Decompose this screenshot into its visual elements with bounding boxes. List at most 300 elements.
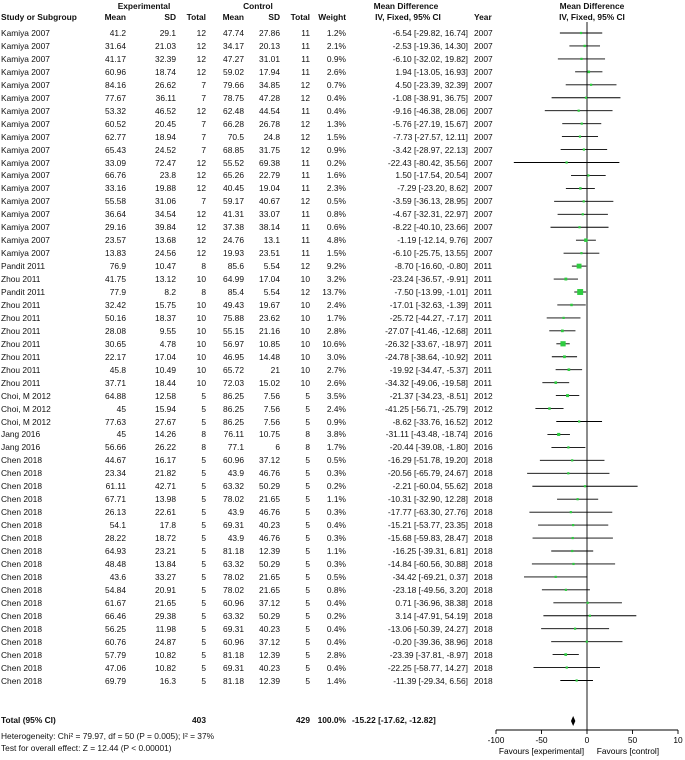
cell-name: Kamiya 2007 bbox=[1, 170, 50, 181]
cell-sd2: 40.23 bbox=[259, 623, 280, 634]
cell-m2: 64.99 bbox=[223, 274, 244, 285]
col-control-header: Control bbox=[243, 1, 273, 11]
cell-name: Chen 2018 bbox=[1, 520, 42, 531]
total-n-experimental: 403 bbox=[192, 715, 206, 725]
cell-sd2: 5.54 bbox=[263, 261, 280, 272]
cell-n1: 12 bbox=[196, 105, 206, 116]
cell-m1: 23.57 bbox=[105, 235, 126, 246]
cell-year: 2016 bbox=[474, 429, 493, 440]
effect-square bbox=[566, 666, 568, 668]
cell-ci: -41.25 [-56.71, -25.79] bbox=[385, 403, 468, 414]
cell-sd2: 15.02 bbox=[259, 377, 280, 388]
cell-w: 3.5% bbox=[326, 390, 346, 401]
col-experimental-header: Experimental bbox=[117, 1, 171, 11]
cell-n2: 11 bbox=[301, 170, 310, 181]
cell-w: 3.8% bbox=[326, 429, 346, 440]
cell-m1: 29.16 bbox=[105, 222, 126, 233]
effect-square bbox=[580, 32, 582, 34]
effect-square bbox=[548, 407, 550, 409]
cell-year: 2011 bbox=[474, 364, 493, 375]
cell-year: 2011 bbox=[474, 351, 493, 362]
cell-sd1: 15.94 bbox=[155, 403, 176, 414]
cell-n1: 5 bbox=[201, 507, 206, 518]
cell-sd2: 21 bbox=[270, 364, 280, 375]
cell-m2: 59.02 bbox=[223, 66, 244, 77]
cell-ci: -15.68 [-59.83, 28.47] bbox=[387, 533, 468, 544]
cell-ci: -7.29 [-23.20, 8.62] bbox=[397, 183, 468, 194]
cell-sd1: 21.65 bbox=[155, 597, 176, 608]
cell-m2: 86.25 bbox=[223, 390, 244, 401]
cell-n2: 10 bbox=[300, 338, 310, 349]
cell-w: 0.3% bbox=[326, 468, 346, 479]
cell-n1: 7 bbox=[201, 118, 206, 129]
cell-name: Kamiya 2007 bbox=[1, 209, 50, 220]
cell-w: 2.4% bbox=[326, 403, 346, 414]
cell-ci: -3.59 [-36.13, 28.95] bbox=[392, 196, 468, 207]
cell-m1: 22.17 bbox=[105, 351, 126, 362]
cell-year: 2012 bbox=[474, 403, 493, 414]
cell-ci: -10.31 [-32.90, 12.28] bbox=[387, 494, 468, 505]
cell-m1: 28.22 bbox=[105, 533, 126, 544]
overall-effect-text: Test for overall effect: Z = 12.44 (P < 0.00001) bbox=[1, 743, 172, 753]
cell-year: 2007 bbox=[474, 248, 493, 259]
cell-sd2: 12.39 bbox=[259, 546, 280, 556]
cell-n1: 5 bbox=[201, 520, 206, 531]
cell-n1: 5 bbox=[201, 662, 206, 673]
cell-m2: 34.17 bbox=[223, 40, 244, 51]
cell-name: Chen 2018 bbox=[1, 558, 42, 569]
cell-m2: 43.9 bbox=[227, 507, 244, 518]
cell-sd1: 18.44 bbox=[155, 377, 176, 388]
cell-w: 1.5% bbox=[326, 248, 346, 259]
cell-year: 2007 bbox=[474, 235, 493, 246]
cell-year: 2012 bbox=[474, 416, 493, 427]
cell-sd2: 12.39 bbox=[259, 649, 280, 660]
cell-m2: 75.88 bbox=[223, 312, 244, 323]
cell-n1: 12 bbox=[196, 53, 206, 64]
cell-sd1: 42.71 bbox=[155, 481, 176, 492]
cell-m2: 41.31 bbox=[223, 209, 244, 220]
cell-sd1: 23.21 bbox=[155, 546, 176, 556]
cell-n1: 7 bbox=[201, 92, 206, 103]
cell-sd1: 16.17 bbox=[155, 455, 176, 466]
cell-ci: 3.14 [-47.91, 54.19] bbox=[395, 610, 468, 621]
cell-n2: 11 bbox=[301, 235, 310, 246]
cell-n2: 5 bbox=[305, 481, 310, 492]
cell-sd2: 34.85 bbox=[259, 79, 280, 90]
cell-w: 0.4% bbox=[326, 597, 346, 608]
cell-n1: 5 bbox=[201, 455, 206, 466]
cell-m2: 68.85 bbox=[223, 144, 244, 155]
cell-n1: 12 bbox=[196, 40, 206, 51]
cell-name: Chen 2018 bbox=[1, 455, 42, 466]
cell-w: 0.9% bbox=[326, 53, 346, 64]
cell-w: 13.7% bbox=[322, 287, 346, 297]
effect-square bbox=[589, 615, 591, 617]
cell-ci: -0.20 [-39.36, 38.96] bbox=[392, 636, 468, 647]
cell-name: Chen 2018 bbox=[1, 584, 42, 595]
cell-year: 2011 bbox=[474, 299, 493, 310]
cell-sd2: 23.51 bbox=[259, 248, 280, 259]
cell-name: Chen 2018 bbox=[1, 662, 42, 673]
cell-w: 0.9% bbox=[326, 144, 346, 155]
cell-sd1: 18.37 bbox=[155, 312, 176, 323]
cell-sd2: 46.76 bbox=[259, 468, 280, 479]
cell-n2: 5 bbox=[305, 520, 310, 531]
cell-n1: 12 bbox=[196, 209, 206, 220]
cell-ci: -1.19 [-12.14, 9.76] bbox=[397, 235, 468, 246]
cell-name: Kamiya 2007 bbox=[1, 105, 50, 116]
pooled-diamond bbox=[571, 716, 575, 726]
cell-w: 0.7% bbox=[326, 79, 346, 90]
cell-sd1: 11.98 bbox=[155, 623, 176, 634]
cell-n2: 5 bbox=[305, 558, 310, 569]
col-md-sub-header: IV, Fixed, 95% CI bbox=[375, 12, 441, 22]
cell-sd1: 21.03 bbox=[155, 40, 176, 51]
cell-w: 0.5% bbox=[326, 455, 346, 466]
cell-name: Chen 2018 bbox=[1, 597, 42, 608]
cell-year: 2011 bbox=[474, 312, 493, 323]
cell-sd1: 22.61 bbox=[155, 507, 176, 518]
cell-ci: -17.01 [-32.63, -1.39] bbox=[389, 299, 468, 310]
cell-m1: 60.76 bbox=[105, 636, 126, 647]
cell-sd2: 69.38 bbox=[259, 157, 280, 168]
cell-name: Kamiya 2007 bbox=[1, 131, 50, 142]
cell-sd2: 37.12 bbox=[259, 597, 280, 608]
cell-name: Kamiya 2007 bbox=[1, 92, 50, 103]
cell-m2: 65.72 bbox=[223, 364, 244, 375]
cell-w: 2.1% bbox=[326, 40, 346, 51]
cell-n1: 8 bbox=[201, 442, 206, 453]
cell-sd1: 13.98 bbox=[155, 494, 176, 505]
cell-sd2: 22.79 bbox=[259, 170, 280, 181]
cell-n1: 12 bbox=[196, 66, 206, 77]
cell-n2: 5 bbox=[305, 507, 310, 518]
cell-sd1: 72.47 bbox=[155, 157, 176, 168]
cell-m1: 41.75 bbox=[105, 274, 126, 285]
cell-sd1: 27.67 bbox=[155, 416, 176, 427]
cell-name: Zhou 2011 bbox=[1, 325, 41, 336]
cell-name: Kamiya 2007 bbox=[1, 183, 50, 194]
cell-name: Kamiya 2007 bbox=[1, 196, 50, 207]
cell-ci: -8.70 [-16.60, -0.80] bbox=[394, 261, 468, 272]
cell-n2: 5 bbox=[305, 675, 310, 686]
effect-square bbox=[561, 330, 564, 333]
cell-ci: 1.94 [-13.05, 16.93] bbox=[395, 66, 468, 77]
cell-year: 2018 bbox=[474, 533, 493, 544]
cell-year: 2007 bbox=[474, 131, 493, 142]
effect-square bbox=[580, 252, 582, 254]
cell-year: 2011 bbox=[474, 274, 493, 285]
cell-sd1: 18.94 bbox=[155, 131, 176, 142]
cell-m2: 43.9 bbox=[227, 533, 244, 544]
plot-subtitle: IV, Fixed, 95% CI bbox=[559, 12, 625, 22]
cell-m2: 47.74 bbox=[223, 28, 244, 38]
cell-name: Kamiya 2007 bbox=[1, 222, 50, 233]
cell-w: 1.4% bbox=[326, 675, 346, 686]
cell-n1: 5 bbox=[201, 533, 206, 544]
heterogeneity-text: Heterogeneity: Chi² = 79.97, df = 50 (P = 0.005); I² = 37% bbox=[1, 731, 215, 741]
cell-year: 2018 bbox=[474, 649, 493, 660]
cell-m2: 46.95 bbox=[223, 351, 244, 362]
cell-m2: 79.66 bbox=[223, 79, 244, 90]
cell-sd1: 36.11 bbox=[155, 92, 176, 103]
cell-sd1: 33.27 bbox=[155, 571, 176, 582]
effect-square bbox=[577, 264, 582, 269]
cell-sd2: 50.29 bbox=[259, 558, 280, 569]
cell-m1: 28.08 bbox=[105, 325, 126, 336]
cell-sd2: 17.94 bbox=[259, 66, 280, 77]
effect-square bbox=[576, 679, 578, 681]
cell-n2: 12 bbox=[300, 79, 310, 90]
cell-name: Chen 2018 bbox=[1, 494, 42, 505]
cell-w: 1.2% bbox=[326, 28, 346, 38]
cell-sd1: 12.58 bbox=[155, 390, 176, 401]
cell-name: Kamiya 2007 bbox=[1, 118, 50, 129]
col-weight-header: Weight bbox=[318, 12, 346, 22]
cell-n1: 5 bbox=[201, 403, 206, 414]
cell-name: Zhou 2011 bbox=[1, 274, 41, 285]
cell-m2: 69.31 bbox=[223, 623, 244, 634]
cell-sd2: 40.23 bbox=[259, 520, 280, 531]
effect-square bbox=[586, 641, 588, 643]
cell-m1: 36.64 bbox=[105, 209, 126, 220]
cell-sd2: 7.56 bbox=[263, 403, 280, 414]
cell-name: Pandit 2011 bbox=[1, 261, 46, 272]
cell-m2: 55.15 bbox=[223, 325, 244, 336]
cell-n1: 7 bbox=[201, 196, 206, 207]
cell-m1: 56.25 bbox=[105, 623, 126, 634]
effect-square bbox=[582, 213, 584, 215]
cell-ci: 1.50 [-17.54, 20.54] bbox=[395, 170, 468, 181]
cell-m2: 78.02 bbox=[223, 494, 244, 505]
cell-ci: -16.29 [-51.78, 19.20] bbox=[387, 455, 468, 466]
cell-ci: -8.62 [-33.76, 16.52] bbox=[392, 416, 468, 427]
cell-sd1: 21.82 bbox=[155, 468, 176, 479]
cell-name: Kamiya 2007 bbox=[1, 66, 50, 77]
cell-year: 2018 bbox=[474, 468, 493, 479]
cell-n2: 5 bbox=[305, 597, 310, 608]
cell-name: Zhou 2011 bbox=[1, 351, 41, 362]
cell-name: Choi, M 2012 bbox=[1, 390, 51, 401]
cell-m1: 53.32 bbox=[105, 105, 126, 116]
cell-sd2: 6 bbox=[275, 442, 280, 453]
cell-ci: -7.50 [-13.99, -1.01] bbox=[394, 287, 468, 297]
cell-ci: -26.32 [-33.67, -18.97] bbox=[385, 338, 468, 349]
cell-w: 3.0% bbox=[326, 351, 346, 362]
cell-m1: 66.46 bbox=[105, 610, 126, 621]
cell-m1: 41.2 bbox=[109, 28, 126, 38]
cell-name: Jang 2016 bbox=[1, 442, 41, 453]
cell-m2: 43.9 bbox=[227, 468, 244, 479]
cell-n2: 11 bbox=[301, 66, 310, 77]
cell-n2: 10 bbox=[300, 325, 310, 336]
cell-w: 1.5% bbox=[326, 131, 346, 142]
cell-m1: 33.16 bbox=[105, 183, 126, 194]
cell-m2: 78.02 bbox=[223, 571, 244, 582]
cell-sd1: 9.55 bbox=[159, 325, 176, 336]
cell-sd1: 26.22 bbox=[155, 442, 176, 453]
cell-sd1: 34.54 bbox=[155, 209, 176, 220]
cell-m2: 60.96 bbox=[223, 636, 244, 647]
cell-ci: -23.24 [-36.57, -9.91] bbox=[389, 274, 468, 285]
cell-name: Chen 2018 bbox=[1, 610, 42, 621]
cell-sd2: 26.78 bbox=[259, 118, 280, 129]
cell-ci: -20.56 [-65.79, 24.67] bbox=[387, 468, 468, 479]
cell-sd1: 24.87 bbox=[155, 636, 176, 647]
cell-m2: 85.4 bbox=[227, 287, 244, 297]
cell-name: Zhou 2011 bbox=[1, 299, 41, 310]
cell-m1: 65.43 bbox=[105, 144, 126, 155]
cell-sd1: 31.06 bbox=[155, 196, 176, 207]
cell-n1: 12 bbox=[196, 235, 206, 246]
cell-year: 2018 bbox=[474, 455, 493, 466]
cell-n2: 10 bbox=[300, 299, 310, 310]
cell-ci: -5.76 [-27.19, 15.67] bbox=[392, 118, 468, 129]
cell-m1: 45 bbox=[116, 403, 126, 414]
cell-sd1: 13.84 bbox=[155, 558, 176, 569]
cell-year: 2011 bbox=[474, 325, 493, 336]
cell-year: 2011 bbox=[474, 261, 493, 272]
cell-sd1: 18.74 bbox=[155, 66, 176, 77]
cell-sd1: 18.72 bbox=[155, 533, 176, 544]
cell-ci: -6.10 [-32.02, 19.82] bbox=[392, 53, 468, 64]
cell-m1: 54.1 bbox=[109, 520, 126, 531]
col-year-header: Year bbox=[474, 12, 492, 22]
cell-m2: 70.5 bbox=[227, 131, 244, 142]
cell-name: Zhou 2011 bbox=[1, 312, 41, 323]
cell-m2: 60.96 bbox=[223, 455, 244, 466]
cell-m1: 67.71 bbox=[105, 494, 126, 505]
cell-m2: 77.1 bbox=[227, 442, 244, 453]
cell-n2: 11 bbox=[301, 105, 310, 116]
cell-sd2: 21.65 bbox=[259, 571, 280, 582]
cell-ci: -16.25 [-39.31, 6.81] bbox=[392, 546, 468, 556]
cell-name: Kamiya 2007 bbox=[1, 144, 50, 155]
cell-sd2: 7.56 bbox=[263, 390, 280, 401]
cell-ci: -17.77 [-63.30, 27.76] bbox=[387, 507, 468, 518]
cell-sd2: 27.86 bbox=[259, 28, 280, 38]
cell-n2: 12 bbox=[300, 92, 310, 103]
cell-sd2: 37.12 bbox=[259, 636, 280, 647]
cell-sd2: 21.65 bbox=[259, 494, 280, 505]
cell-ci: -22.43 [-80.42, 35.56] bbox=[387, 157, 468, 168]
effect-square bbox=[555, 576, 557, 578]
cell-sd2: 12.39 bbox=[259, 675, 280, 686]
cell-w: 0.2% bbox=[326, 481, 346, 492]
effect-square bbox=[560, 341, 565, 346]
cell-w: 0.9% bbox=[326, 416, 346, 427]
cell-n1: 5 bbox=[201, 571, 206, 582]
cell-m1: 45.8 bbox=[109, 364, 126, 375]
cell-m1: 56.66 bbox=[105, 442, 126, 453]
effect-square bbox=[554, 381, 557, 384]
cell-w: 0.2% bbox=[326, 157, 346, 168]
cell-n2: 5 bbox=[305, 494, 310, 505]
cell-sd2: 19.04 bbox=[259, 183, 280, 194]
cell-year: 2018 bbox=[474, 507, 493, 518]
effect-square bbox=[587, 174, 589, 176]
effect-square bbox=[587, 71, 590, 74]
col-study-header: Study or Subgroup bbox=[1, 12, 77, 22]
cell-ci: -25.72 [-44.27, -7.17] bbox=[389, 312, 468, 323]
effect-square bbox=[584, 485, 586, 487]
cell-m2: 69.31 bbox=[223, 662, 244, 673]
cell-n2: 5 bbox=[305, 571, 310, 582]
cell-n2: 10 bbox=[300, 312, 310, 323]
cell-sd2: 40.23 bbox=[259, 662, 280, 673]
cell-n2: 12 bbox=[300, 144, 310, 155]
cell-year: 2018 bbox=[474, 481, 493, 492]
cell-name: Kamiya 2007 bbox=[1, 79, 50, 90]
cell-year: 2007 bbox=[474, 170, 493, 181]
cell-ci: -31.11 [-43.48, -18.74] bbox=[385, 429, 468, 440]
cell-year: 2007 bbox=[474, 222, 493, 233]
cell-sd1: 10.47 bbox=[155, 261, 176, 272]
cell-n1: 12 bbox=[196, 157, 206, 168]
cell-n2: 5 bbox=[305, 416, 310, 427]
effect-square bbox=[583, 200, 585, 202]
effect-square bbox=[567, 472, 569, 474]
cell-w: 1.1% bbox=[326, 494, 346, 505]
cell-m1: 61.11 bbox=[105, 481, 126, 492]
cell-n1: 8 bbox=[201, 429, 206, 440]
col-sd1-header: SD bbox=[164, 12, 176, 22]
cell-year: 2018 bbox=[474, 636, 493, 647]
cell-year: 2011 bbox=[474, 287, 493, 297]
cell-sd2: 46.76 bbox=[259, 533, 280, 544]
x-tick-label: 50 bbox=[627, 735, 638, 745]
cell-w: 0.3% bbox=[326, 558, 346, 569]
cell-year: 2007 bbox=[474, 157, 493, 168]
cell-ci: -21.37 [-34.23, -8.51] bbox=[389, 390, 468, 401]
col-md-header: Mean Difference bbox=[373, 1, 439, 11]
cell-n1: 7 bbox=[201, 79, 206, 90]
cell-ci: -2.53 [-19.36, 14.30] bbox=[392, 40, 468, 51]
cell-year: 2018 bbox=[474, 494, 493, 505]
cell-year: 2007 bbox=[474, 79, 493, 90]
cell-n2: 11 bbox=[301, 248, 310, 259]
cell-m2: 63.32 bbox=[223, 481, 244, 492]
cell-name: Zhou 2011 bbox=[1, 377, 41, 388]
cell-name: Kamiya 2007 bbox=[1, 53, 50, 64]
cell-n1: 10 bbox=[196, 274, 206, 285]
cell-ci: -7.73 [-27.57, 12.11] bbox=[393, 131, 468, 142]
cell-n1: 12 bbox=[196, 170, 206, 181]
cell-year: 2007 bbox=[474, 105, 493, 116]
cell-n1: 5 bbox=[201, 558, 206, 569]
cell-sd2: 20.13 bbox=[259, 40, 280, 51]
cell-m2: 24.76 bbox=[223, 235, 244, 246]
cell-sd1: 20.91 bbox=[155, 584, 176, 595]
cell-m1: 43.6 bbox=[109, 571, 126, 582]
cell-ci: -15.21 [-53.77, 23.35] bbox=[387, 520, 468, 531]
col-mean2-header: Mean bbox=[222, 12, 244, 22]
cell-n2: 10 bbox=[300, 274, 310, 285]
cell-m2: 86.25 bbox=[223, 403, 244, 414]
cell-year: 2018 bbox=[474, 520, 493, 531]
cell-year: 2018 bbox=[474, 546, 493, 556]
cell-name: Chen 2018 bbox=[1, 468, 42, 479]
cell-n1: 7 bbox=[201, 131, 206, 142]
cell-ci: -22.25 [-58.77, 14.27] bbox=[387, 662, 468, 673]
cell-m1: 62.77 bbox=[105, 131, 126, 142]
cell-sd1: 14.26 bbox=[155, 429, 176, 440]
cell-name: Chen 2018 bbox=[1, 675, 42, 686]
cell-n2: 5 bbox=[305, 584, 310, 595]
cell-sd2: 23.62 bbox=[259, 312, 280, 323]
cell-name: Chen 2018 bbox=[1, 533, 42, 544]
